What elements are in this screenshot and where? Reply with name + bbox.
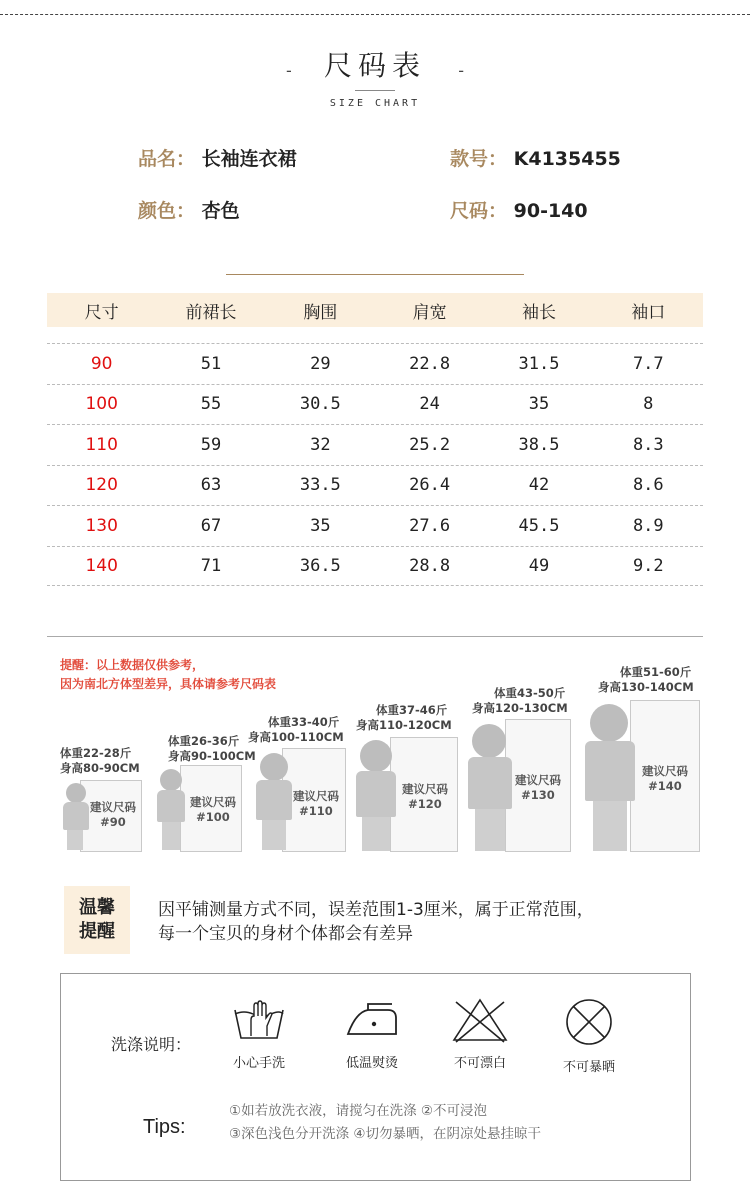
table-cell: 36.5: [299, 555, 341, 576]
care-label: 洗涤说明：: [111, 1035, 192, 1054]
warm-tip-badge-line-2: 提醒: [79, 921, 115, 942]
tips-label: Tips:: [143, 1116, 186, 1138]
header-cell: 肩宽: [412, 302, 447, 323]
figure-height: 身高110-120CM: [356, 718, 452, 732]
size-table: [47, 293, 703, 586]
no-bleach-icon: [450, 996, 510, 1044]
product-size-label: 尺码：: [450, 200, 508, 222]
care-item-label: 低温熨烫: [345, 1056, 398, 1071]
table-row: [47, 546, 703, 587]
figure-rec-label: 建议尺码: [293, 789, 339, 803]
size-cell: 100: [85, 394, 118, 415]
table-cell: 26.4: [409, 475, 451, 496]
figure-info: [168, 734, 256, 764]
figure-rec-size: #140: [648, 779, 682, 793]
figure-recommend: [634, 764, 696, 794]
table-cell: 8: [643, 394, 654, 415]
product-color-value: 杏色: [201, 200, 240, 222]
product-color-label: 颜色：: [138, 200, 196, 222]
figure-weight: 体重33-40斤: [268, 715, 340, 729]
table-cell: 35: [528, 394, 550, 415]
table-cell: 32: [310, 434, 331, 455]
figure-rec-size: #110: [299, 804, 333, 818]
figure-rec-size: #130: [521, 788, 555, 802]
figure-recommend: [508, 773, 568, 803]
care-item-label: 不可漂白: [453, 1056, 506, 1071]
figure-height: 身高120-130CM: [472, 701, 568, 715]
gold-divider: [226, 274, 524, 275]
figure-rec-label: 建议尺码: [190, 795, 236, 809]
size-cell: 110: [85, 434, 118, 455]
header-cell: 胸围: [303, 302, 338, 323]
size-table-body: [47, 343, 703, 586]
product-style-value: K4135455: [513, 148, 621, 170]
table-cell: 55: [200, 394, 222, 415]
figure-recommend: [84, 800, 142, 830]
care-instructions-box: [60, 973, 691, 1181]
table-cell: 9.2: [632, 555, 664, 576]
table-cell: 31.5: [518, 353, 560, 374]
product-color: [138, 196, 240, 223]
figure-rec-label: 建议尺码: [515, 773, 561, 787]
table-cell: 67: [200, 515, 222, 536]
figure-recommend: [286, 789, 346, 819]
figure-rec-label: 建议尺码: [642, 764, 688, 778]
table-cell: 8.3: [632, 434, 664, 455]
size-cell: 140: [85, 555, 118, 576]
table-row: [47, 505, 703, 546]
care-item-no-bleach: [435, 996, 525, 1071]
reminder-line-1: 提醒：以上数据仅供参考，: [60, 658, 205, 672]
figure-weight: 体重26-36斤: [168, 734, 240, 748]
figure-weight: 体重37-46斤: [376, 703, 448, 717]
size-cell: 90: [90, 353, 113, 374]
warm-tip-text: [158, 898, 594, 946]
table-cell: 28.8: [409, 555, 451, 576]
top-dashed-line: [0, 14, 750, 15]
figure-rec-size: #90: [100, 815, 126, 829]
warm-tip-line-2: 每一个宝贝的身材个体都会有差异: [158, 924, 413, 944]
page-subtitle: SIZE CHART: [329, 98, 421, 109]
table-cell: 63: [200, 475, 222, 496]
reminder-note: [60, 656, 276, 694]
care-item-label: 小心手洗: [232, 1056, 285, 1071]
table-cell: 7.7: [632, 353, 664, 374]
title-dash-left: -: [286, 61, 292, 80]
table-cell: 38.5: [518, 434, 560, 455]
figure-weight: 体重51-60斤: [620, 665, 692, 679]
warm-tip-line-1: 因平铺测量方式不同，误差范围1-3厘米，属于正常范围，: [158, 900, 594, 920]
header-cell: 前裙长: [185, 302, 237, 323]
low-iron-icon: [340, 996, 404, 1044]
title-underline: [355, 90, 395, 91]
page-title: 尺码表: [323, 49, 426, 82]
reminder-line-2: 因为南北方体型差异，具体请参考尺码表: [60, 677, 277, 691]
care-item-no-sun-dry: [544, 996, 634, 1075]
tips-line-2: ③深色浅色分开洗涤 ④切勿暴晒，在阴凉处悬挂晾干: [229, 1126, 541, 1142]
table-cell: 8.6: [632, 475, 664, 496]
figure-info: [356, 703, 452, 733]
product-size: [450, 196, 588, 223]
table-cell: 59: [200, 434, 222, 455]
product-size-value: 90-140: [513, 200, 588, 222]
figure-weight: 体重22-28斤: [60, 746, 132, 760]
table-cell: 30.5: [299, 394, 341, 415]
table-row: [47, 343, 703, 384]
product-name-label: 品名：: [138, 148, 196, 170]
table-cell: 49: [528, 555, 550, 576]
warm-tip-badge: [64, 886, 130, 954]
figure-info: [472, 686, 568, 716]
no-sun-dry-icon: [559, 996, 619, 1048]
size-cell: 130: [85, 515, 118, 536]
product-style-label: 款号：: [450, 148, 508, 170]
figure-info: [248, 715, 344, 745]
care-item-label: 不可暴晒: [562, 1060, 615, 1075]
table-cell: 42: [528, 475, 550, 496]
figure-height: 身高130-140CM: [598, 680, 694, 694]
table-cell: 27.6: [409, 515, 451, 536]
figure-info: [598, 665, 694, 695]
table-cell: 51: [200, 353, 222, 374]
figure-weight: 体重43-50斤: [494, 686, 566, 700]
table-cell: 8.9: [632, 515, 664, 536]
table-cell: 25.2: [409, 434, 451, 455]
header-cell: 袖长: [521, 302, 556, 323]
title-dash-right: -: [458, 61, 464, 80]
figure-recommend: [184, 795, 242, 825]
table-cell: 35: [310, 515, 331, 536]
table-cell: 24: [419, 394, 440, 415]
table-cell: 22.8: [409, 353, 451, 374]
care-item-hand-wash: [214, 996, 304, 1071]
figure-rec-size: #100: [196, 810, 230, 824]
product-name-value: 长袖连衣裙: [201, 148, 297, 170]
size-table-header: [47, 293, 703, 327]
table-row: [47, 424, 703, 465]
header-cell: 尺寸: [84, 302, 119, 323]
table-cell: 29: [310, 353, 331, 374]
table-row: [47, 384, 703, 425]
size-cell: 120: [85, 475, 118, 496]
figure-height: 身高90-100CM: [168, 749, 256, 763]
table-cell: 71: [200, 555, 222, 576]
product-style: [450, 144, 621, 171]
warm-tip-badge-line-1: 温馨: [79, 897, 115, 918]
product-name: [138, 144, 297, 171]
figure-height: 身高100-110CM: [248, 730, 344, 744]
figure-recommend: [394, 782, 456, 812]
grey-divider: [47, 636, 703, 637]
figure-height: 身高80-90CM: [60, 761, 140, 775]
table-cell: 45.5: [518, 515, 560, 536]
table-cell: 33.5: [299, 475, 341, 496]
title-block: [0, 44, 750, 84]
hand-wash-icon: [229, 996, 289, 1044]
table-row: [47, 465, 703, 506]
figure-info: [60, 746, 140, 776]
figure-rec-size: #120: [408, 797, 442, 811]
tips-text: [229, 1100, 541, 1146]
figure-rec-label: 建议尺码: [90, 800, 136, 814]
care-item-low-iron: [327, 996, 417, 1071]
tips-line-1: ①如若放洗衣液，请搅匀在洗涤 ②不可浸泡: [229, 1103, 487, 1119]
figure-rec-label: 建议尺码: [402, 782, 448, 796]
header-cell: 袖口: [631, 302, 666, 323]
